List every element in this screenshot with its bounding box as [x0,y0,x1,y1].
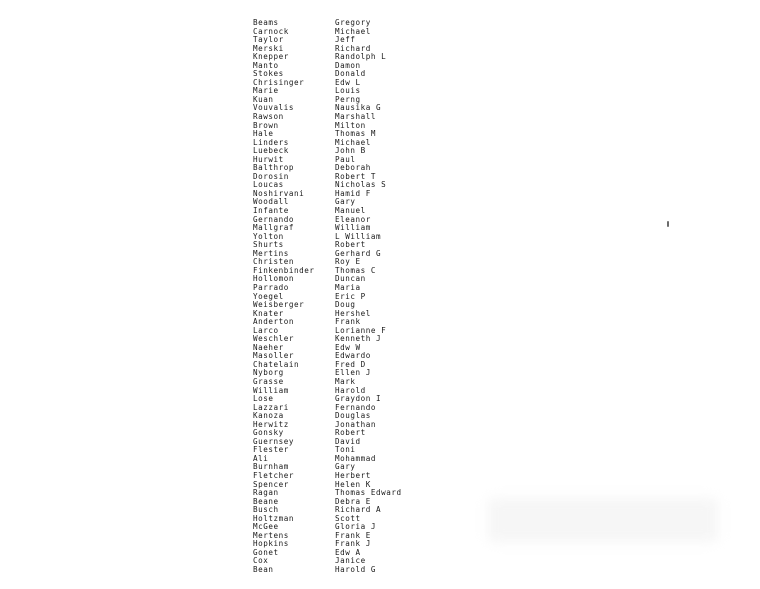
first-name: Milton [335,120,366,130]
first-name: Michael [335,137,371,147]
last-name: Gonsky [253,428,284,438]
last-name: Ragan [253,488,279,498]
last-name: Woodall [253,197,289,207]
last-name: Vouvalis [253,103,294,113]
last-name: Chrisinger [253,77,305,87]
first-name: Thomas C [335,265,376,275]
first-name: Manuel [335,206,366,216]
first-name: Frank E [335,530,371,540]
last-name: Knater [253,308,284,318]
first-name: Douglas [335,411,371,421]
first-name: Robert [335,428,366,438]
last-name: Lose [253,394,274,404]
name-row [253,87,402,96]
first-name: Eric P [335,291,366,301]
last-name: Kuan [253,94,274,104]
first-name: Harold [335,385,366,395]
first-name: Marshall [335,112,376,122]
last-name: Nyborg [253,368,284,378]
first-name: Robert [335,240,366,250]
first-name: Janice [335,556,366,566]
last-name: Kanoza [253,411,284,421]
first-name: Fernando [335,402,376,412]
last-name: Christen [253,257,294,267]
last-name: Finkenbinder [253,265,315,275]
last-name: Guernsey [253,436,294,446]
name-row [253,446,402,455]
last-name: Weisberger [253,300,305,310]
last-name: Herwitz [253,419,289,429]
last-name: William [253,385,289,395]
first-name: Hamid F [335,188,371,198]
last-name: Mertens [253,530,289,540]
last-name: Yolton [253,231,284,241]
first-name: Kenneth J [335,334,382,344]
first-name: Debra E [335,496,371,506]
last-name: Loucas [253,180,284,190]
last-name: Hollomon [253,274,294,284]
last-name: Luebeck [253,146,289,156]
last-name: Beane [253,496,279,506]
last-name: Manto [253,60,279,70]
first-name: Helen K [335,479,371,489]
first-name: Toni [335,445,356,455]
last-name: Weschler [253,334,294,344]
last-name: Naeher [253,342,284,352]
last-name: Mertins [253,248,289,258]
last-name: Parrado [253,282,289,292]
first-name: Fred D [335,359,366,369]
first-name: Gloria J [335,522,376,532]
scan-smudge [488,498,718,542]
first-name: Herbert [335,470,371,480]
first-name: Richard [335,43,371,53]
last-name: Lazzari [253,402,289,412]
first-name: Edw A [335,547,361,557]
last-name: Grasse [253,376,284,386]
first-name: Frank [335,317,361,327]
last-name: Carnock [253,26,289,36]
last-name: Gernando [253,214,294,224]
first-name: David [335,436,361,446]
first-name: Edw L [335,77,361,87]
last-name: Brown [253,120,279,130]
last-name: Fletcher [253,470,294,480]
last-name: Gonet [253,547,279,557]
first-name: Gary [335,462,356,472]
last-name: Beams [253,18,279,27]
last-name: Chatelain [253,359,300,369]
first-name: John B [335,146,366,156]
first-name: Gerhard G [335,248,382,258]
first-name: Hershel [335,308,371,318]
last-name: Flester [253,445,289,455]
first-name: Deborah [335,163,371,173]
first-name: Nausika G [335,103,382,113]
first-name: Thomas M [335,129,376,139]
first-name: Gary [335,197,356,207]
scan-speck [667,221,669,227]
first-name: Nicholas S [335,180,387,190]
first-name: Ellen J [335,368,371,378]
last-name: Linders [253,137,289,147]
first-name: Maria [335,282,361,292]
first-name: Gregory [335,18,371,27]
last-name: Holtzman [253,513,294,523]
last-name: Yoegel [253,291,284,301]
first-name: Lorianne F [335,325,387,335]
last-name: Rawson [253,112,284,122]
first-name: Paul [335,154,356,164]
first-name: Edw W [335,342,361,352]
last-name: Masoller [253,351,294,361]
last-name: Knepper [253,52,289,62]
first-name: Mohammad [335,453,376,463]
last-name: Hopkins [253,539,289,549]
first-name: Mark [335,376,356,386]
first-name: Jonathan [335,419,376,429]
name-row [253,549,402,558]
first-name: Perng [335,94,361,104]
first-name: Louis [335,86,361,96]
first-name: Damon [335,60,361,70]
last-name: Shurts [253,240,284,250]
first-name: William [335,223,371,233]
first-name: Scott [335,513,361,523]
last-name: Infante [253,206,289,216]
last-name: Marie [253,86,279,96]
last-name: Hale [253,129,274,139]
last-name: Busch [253,505,279,515]
first-name: Michael [335,26,371,36]
first-name: Duncan [335,274,366,284]
first-name: Doug [335,300,356,310]
name-row [253,557,402,566]
first-name: Thomas Edward [335,488,402,498]
last-name: Spencer [253,479,289,489]
first-name: Richard A [335,505,382,515]
last-name: Mallgraf [253,223,294,233]
last-name: McGee [253,522,279,532]
first-name: Donald [335,69,366,79]
last-name: Hurwit [253,154,284,164]
first-name: Harold G [335,565,376,574]
first-name: Randolph L [335,52,387,62]
last-name: Ali [253,453,269,463]
last-name: Dorosin [253,171,289,181]
last-name: Larco [253,325,279,335]
last-name: Cox [253,556,269,566]
last-name: Taylor [253,35,284,45]
last-name: Anderton [253,317,294,327]
last-name: Merski [253,43,284,53]
last-name: Balthrop [253,163,294,173]
last-name: Burnham [253,462,289,472]
first-name: Robert T [335,171,376,181]
name-row [253,566,402,575]
last-name: Bean [253,565,274,574]
last-name: Noshirvani [253,188,305,198]
first-name: Eleanor [335,214,371,224]
first-name: Roy E [335,257,361,267]
first-name: Jeff [335,35,356,45]
first-name: Graydon I [335,394,382,404]
name-list [253,19,402,575]
first-name: Frank J [335,539,371,549]
first-name: L William [335,231,382,241]
last-name: Stokes [253,69,284,79]
name-row [253,122,402,131]
first-name: Edwardo [335,351,371,361]
